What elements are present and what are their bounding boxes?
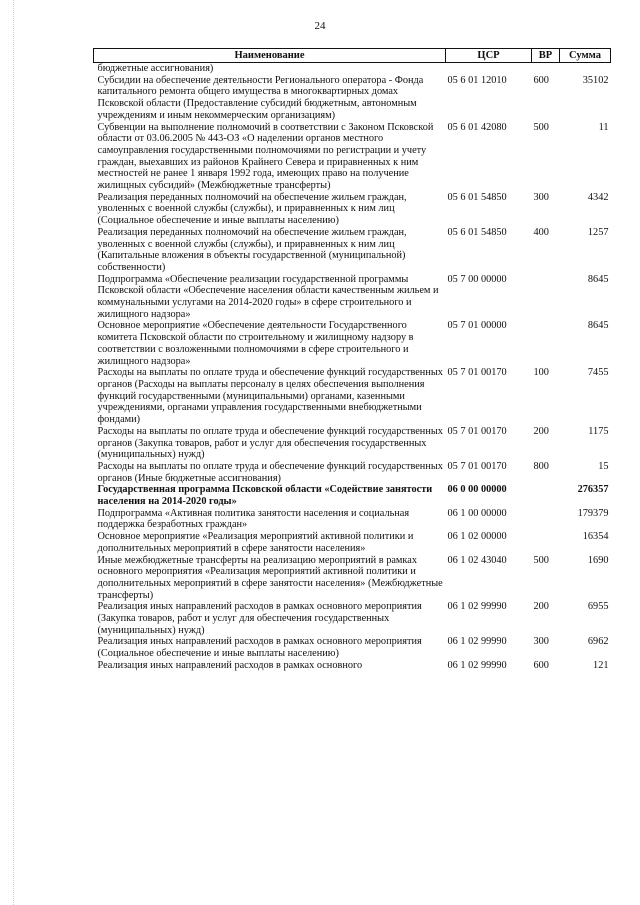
row-name-cell: Основное мероприятие «Реализация мероприятий активной политики и дополнительных мероприятий в сфере занятости населения» <box>97 531 414 554</box>
row-code-cell: 05 7 00 00000 <box>447 273 507 285</box>
row-code-cell: 06 0 00 00000 <box>447 484 507 496</box>
row-vr-cell: 500 <box>533 121 549 133</box>
table-row <box>94 508 611 531</box>
row-name-cell: Иные межбюджетные трансферты на реализацию мероприятий в рамках основного мероприятия «Реализация мероприятий активной политики и дополнительных мероприятий в сфере занятости населения» (Межбюджетные трансферты) <box>97 554 443 601</box>
row-vr-cell: 100 <box>533 367 549 379</box>
row-code-cell: 06 1 00 00000 <box>447 507 507 519</box>
table-row <box>94 461 611 484</box>
row-name-cell: Субсидии на обеспечение деятельности Регионального оператора - Фонда капитального ремонта общего имущества в многоквартирных домах Псковской области (Предоставление субсидий бюджетным, автономным учреждениям и иным некоммерческим организациям) <box>97 74 424 121</box>
row-vr-cell: 200 <box>533 601 549 613</box>
table-row <box>94 274 611 321</box>
row-sum-cell: 8645 <box>587 320 609 332</box>
row-name-cell: Реализация переданных полномочий на обеспечение жильем граждан, уволенных с военной службы (службы), и приравненных к ним лиц (Капитальные вложения в объекты государственной (муниципальной) собственности) <box>97 226 407 273</box>
row-code-cell: 05 6 01 12010 <box>447 74 507 86</box>
page-number: 24 <box>314 20 326 32</box>
table-row <box>94 660 611 672</box>
row-sum-cell <box>560 63 611 75</box>
row-vr-cell <box>532 274 560 321</box>
row-code-cell: 05 7 01 00170 <box>447 425 507 437</box>
row-code-cell: 05 6 01 54850 <box>447 226 507 238</box>
table-row <box>94 426 611 461</box>
row-name-cell: бюджетные ассигнования) <box>97 63 214 74</box>
row-sum-cell: 179379 <box>577 507 609 519</box>
row-sum-cell: 8645 <box>587 273 609 285</box>
row-name-cell: Субвенции на выполнение полномочий в соответствии с Законом Псковской области от 03.06.2005 № 443-ОЗ «О наделении органов местного самоуправления государственными полномочиями по регистрации и учету граждан, выехавших из районов Крайнего Севера и приравненных к ним местностей не ранее 1 января 1992 года, имеющих право на получение жилищных субсидий» (Межбюджетные трансферты) <box>97 121 434 192</box>
table-row <box>94 75 611 122</box>
row-sum-cell: 6962 <box>587 636 609 648</box>
table-row <box>94 636 611 659</box>
row-sum-cell: 16354 <box>582 531 609 543</box>
row-sum-cell: 276357 <box>577 484 609 496</box>
row-code-cell: 06 1 02 99990 <box>447 659 507 671</box>
table-row <box>94 227 611 274</box>
row-vr-cell <box>532 531 560 554</box>
row-vr-cell <box>532 508 560 531</box>
header-code: ЦСР <box>446 49 532 63</box>
row-sum-cell: 4342 <box>587 191 609 203</box>
row-vr-cell: 300 <box>533 636 549 648</box>
row-code-cell: 06 1 02 99990 <box>447 601 507 613</box>
table-row <box>94 555 611 602</box>
row-name-cell: Подпрограмма «Обеспечение реализации государственной программы Псковской области «Обеспечение населения области качественным жильем и коммунальными услугами на 2014-2020 годы» в сфере строительного и жилищного надзора» <box>97 273 439 320</box>
header-name: Наименование <box>94 49 446 63</box>
row-name-cell: Реализация переданных полномочий на обеспечение жильем граждан, уволенных с военной службы (службы), и приравненных к ним лиц (Социальное обеспечение и иные выплаты населению) <box>97 191 407 227</box>
header-sum: Сумма <box>560 49 611 63</box>
header-vr: ВР <box>532 49 560 63</box>
row-sum-cell: 6955 <box>587 601 609 613</box>
row-code-cell: 05 7 01 00170 <box>447 460 507 472</box>
row-code-cell <box>446 63 532 75</box>
row-code-cell: 05 6 01 54850 <box>447 191 507 203</box>
row-vr-cell: 200 <box>533 425 549 437</box>
row-code-cell: 05 7 01 00170 <box>447 367 507 379</box>
row-sum-cell: 1690 <box>587 554 609 566</box>
row-vr-cell: 600 <box>533 659 549 671</box>
row-sum-cell: 121 <box>593 659 609 671</box>
row-sum-cell: 1175 <box>588 425 609 437</box>
row-name-cell: Подпрограмма «Активная политика занятости населения и социальная поддержка безработных граждан» <box>97 507 410 531</box>
row-vr-cell: 500 <box>533 554 549 566</box>
table-row <box>94 484 611 507</box>
row-vr-cell: 600 <box>533 74 549 86</box>
table-body <box>94 63 611 672</box>
table-row <box>94 192 611 227</box>
table-header-row <box>94 49 611 63</box>
row-vr-cell <box>532 484 560 507</box>
row-code-cell: 06 1 02 99990 <box>447 636 507 648</box>
scan-margin-line <box>13 0 14 905</box>
row-name-cell: Расходы на выплаты по оплате труда и обеспечение функций государственных органов (Иные бюджетные ассигнования) <box>97 460 443 484</box>
budget-table <box>93 48 611 672</box>
row-vr-cell <box>532 63 560 75</box>
row-code-cell: 05 7 01 00000 <box>447 320 507 332</box>
row-vr-cell <box>532 320 560 367</box>
row-sum-cell: 1257 <box>587 226 609 238</box>
row-name-cell: Расходы на выплаты по оплате труда и обеспечение функций государственных органов (Закупка товаров, работ и услуг для обеспечения государственных (муниципальных) нужд) <box>97 425 443 461</box>
table-row <box>94 601 611 636</box>
table-row <box>94 320 611 367</box>
row-sum-cell: 7455 <box>587 367 609 379</box>
row-name-cell: Расходы на выплаты по оплате труда и обеспечение функций государственных органов (Расходы на выплаты персоналу в целях обеспечения выполнения функций государственными (муниципальными) органами, казенными учреждениями, органами управления государственными внебюджетными фондами) <box>97 367 443 426</box>
row-name-cell: Государственная программа Псковской области «Содействие занятости населения на 2014-2020 годы» <box>97 484 433 508</box>
row-code-cell: 05 6 01 42080 <box>447 121 507 133</box>
row-vr-cell: 800 <box>533 460 549 472</box>
table-row <box>94 122 611 192</box>
row-name-cell: Реализация иных направлений расходов в рамках основного мероприятия (Социальное обеспечение и иные выплаты населению) <box>97 636 422 660</box>
row-name-cell: Реализация иных направлений расходов в рамках основного <box>97 659 363 671</box>
row-sum-cell: 35102 <box>582 74 609 86</box>
table-row <box>94 531 611 554</box>
row-code-cell: 06 1 02 43040 <box>447 554 507 566</box>
row-vr-cell: 400 <box>533 226 549 238</box>
table-row <box>94 63 611 75</box>
table-row <box>94 367 611 426</box>
row-code-cell: 06 1 02 00000 <box>447 531 507 543</box>
row-sum-cell: 11 <box>598 121 609 133</box>
row-name-cell: Реализация иных направлений расходов в рамках основного мероприятия (Закупка товаров, работ и услуг для обеспечения государственных (муниципальных) нужд) <box>97 601 422 636</box>
row-sum-cell: 15 <box>598 460 609 472</box>
row-vr-cell: 300 <box>533 191 549 203</box>
row-name-cell: Основное мероприятие «Обеспечение деятельности Государственного комитета Псковской области по строительному и жилищному надзору в соответствии с возложенными полномочиями в сфере строительного и жилищного надзора» <box>97 320 414 367</box>
